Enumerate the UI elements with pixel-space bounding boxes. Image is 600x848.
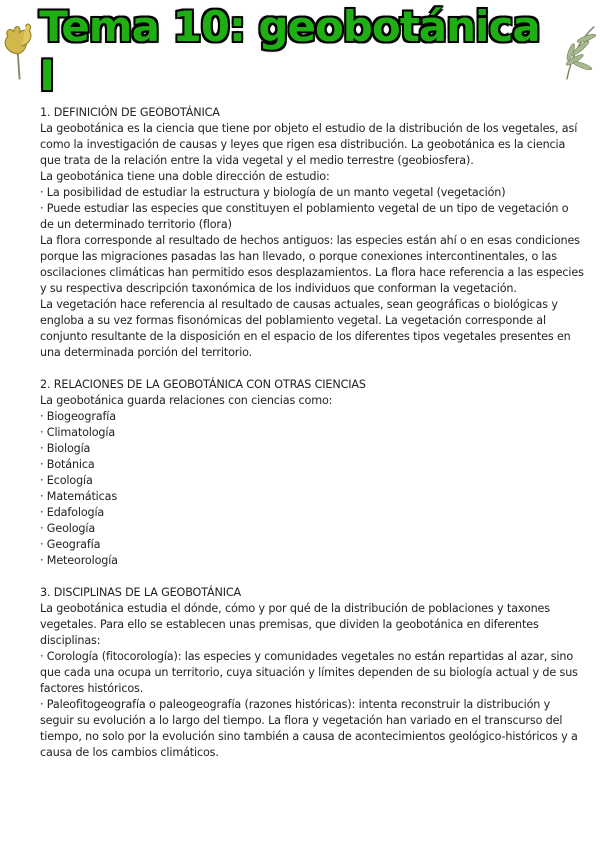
list-item: · Meteorología	[40, 554, 118, 567]
list-item: · Botánica	[40, 458, 95, 471]
paragraph-line: La flora corresponde al resultado de hechos antiguos: las especies están ahí o en esas condiciones	[40, 234, 580, 247]
paragraph-line: que trata de la relación entre la vida vegetal y el medio terrestre (geobiosfera).	[40, 154, 474, 167]
paragraph-line: seguir su evolución a lo largo del tiempo. La flora y vegetación han variado en el transcurso del	[40, 714, 563, 727]
section-1	[40, 105, 584, 361]
paragraph-line: La vegetación hace referencia al resultado de causas actuales, sean geográficas o biológicas y	[40, 298, 558, 311]
list-item: · Ecología	[40, 474, 93, 487]
list-item: · Matemáticas	[40, 490, 118, 503]
paragraph-line: como la investigación de causas y leyes que rigen esa distribución. La geobotánica es la ciencia	[40, 138, 566, 151]
section-heading: 1. DEFINICIÓN DE GEOBOTÁNICA	[40, 106, 220, 119]
list-item: · Geología	[40, 522, 96, 535]
page-title: Tema 10: geobotánica I	[39, 2, 540, 100]
paragraph-line: La geobotánica guarda relaciones con ciencias como:	[40, 394, 333, 407]
section-2	[40, 377, 570, 569]
list-item: · Edafología	[40, 506, 105, 519]
paragraph-line: La geobotánica tiene una doble dirección de estudio:	[40, 170, 330, 183]
section-spacer	[40, 569, 570, 585]
paragraph-line: La geobotánica estudia el dónde, cómo y por qué de la distribución de poblaciones y taxones	[40, 602, 550, 615]
paragraph-line: de un determinado territorio (flora)	[40, 218, 232, 231]
title-banner	[0, 2, 600, 100]
list-item: · La posibilidad de estudiar la estructura y biología de un manto vegetal (vegetación)	[40, 186, 506, 199]
paragraph-line: La geobotánica es la ciencia que tiene por objeto el estudio de la distribución de los vegetales, así	[40, 122, 578, 135]
list-item: · Biología	[40, 442, 91, 455]
paragraph-line: causa de los cambios climáticos.	[40, 746, 219, 759]
list-item: · Paleofitogeografía o paleogeografía (razones históricas): intenta reconstruir la distribución y	[40, 698, 551, 711]
paragraph-line: que cada una ocupa un territorio, cuya situación y límites dependen de su biología actual y de sus	[40, 666, 578, 679]
section-3	[40, 585, 578, 761]
paragraph-line: oscilaciones climáticas han permitido esos desplazamientos. La flora hace referencia a las especies	[40, 266, 584, 279]
olive-branch-icon	[561, 20, 600, 82]
oak-leaf-icon	[0, 20, 35, 82]
paragraph-line: vegetales. Para ello se establecen unas premisas, que dividen la geobotánica en diferentes	[40, 618, 539, 631]
paragraph-line: disciplinas:	[40, 634, 101, 647]
section-spacer	[40, 361, 570, 377]
paragraph-line: factores históricos.	[40, 682, 144, 695]
section-heading: 2. RELACIONES DE LA GEOBOTÁNICA CON OTRAS CIENCIAS	[40, 378, 366, 391]
list-item: · Climatología	[40, 426, 116, 439]
section-heading: 3. DISCIPLINAS DE LA GEOBOTÁNICA	[40, 586, 242, 599]
paragraph-line: engloba a su vez formas fisonómicas del poblamiento vegetal. La vegetación corresponde al	[40, 314, 546, 327]
list-item: · Biogeografía	[40, 410, 116, 423]
paragraph-line: una determinada porción del territorio.	[40, 346, 253, 359]
paragraph-line: tiempo, no solo por la evolución sino también a causa de acontecimientos geológico-históricos y a	[40, 730, 578, 743]
list-item: · Corología (fitocorología): las especies y comunidades vegetales no están repartidas al azar, sino	[40, 650, 574, 663]
paragraph-line: conjunto resultante de la disposición en el espacio de los diferentes tipos vegetales presentes en	[40, 330, 571, 343]
list-item: · Puede estudiar las especies que constituyen el poblamiento vegetal de un tipo de vegetación o	[40, 202, 569, 215]
list-item: · Geografía	[40, 538, 101, 551]
paragraph-line: porque las migraciones pasadas las han llevado, o porque conexiones intercontinentales, o las	[40, 250, 557, 263]
document-body	[40, 105, 584, 761]
paragraph-line: y su respectiva descripción taxonómica de los individuos que conforman la vegetación.	[40, 282, 517, 295]
